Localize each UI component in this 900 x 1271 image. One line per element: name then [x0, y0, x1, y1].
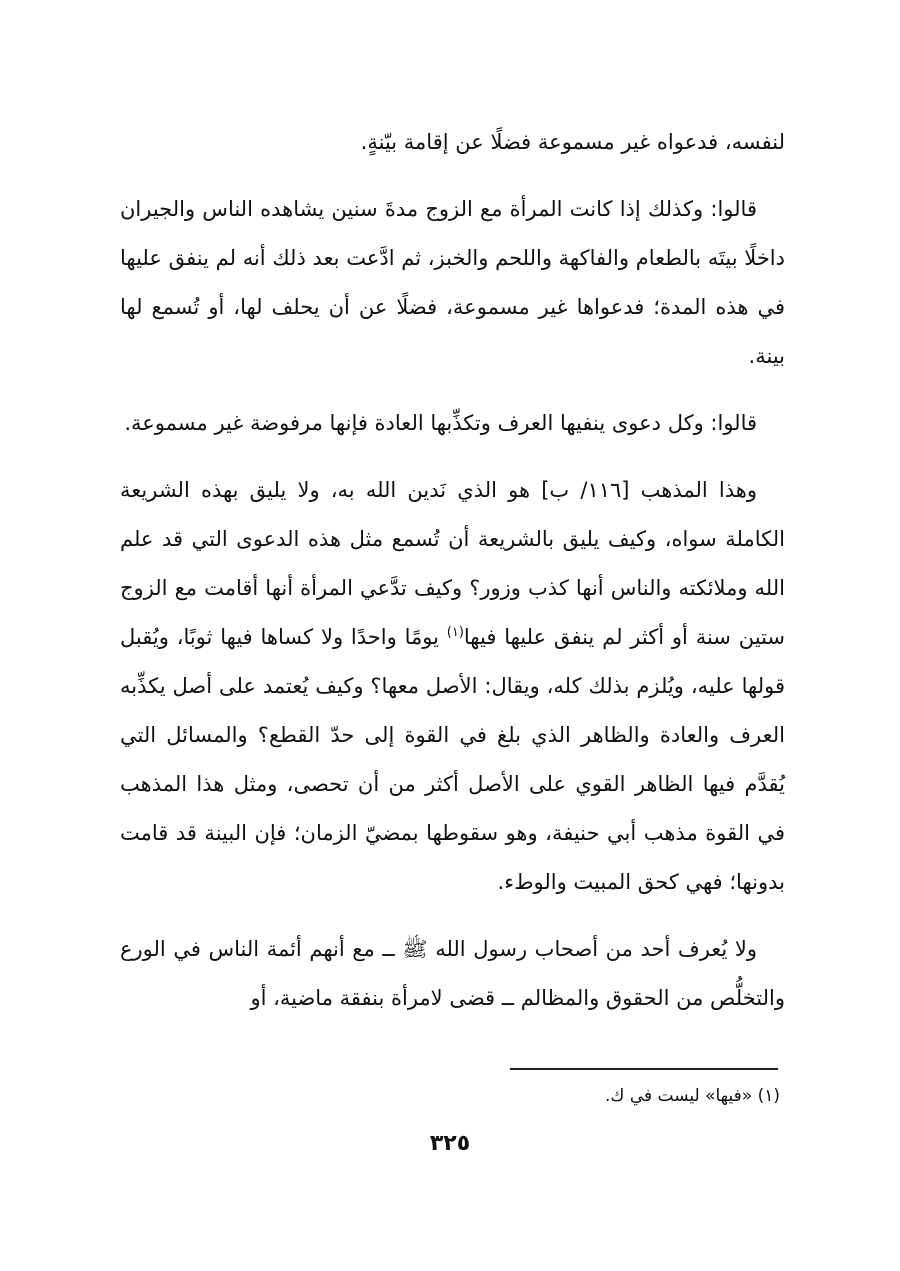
paragraph-4	[120, 466, 785, 907]
paragraph-4-part-2: يومًا واحدًا ولا كساها فيها ثوبًا، ويُقبل قولها عليه، ويُلزم بذلك كله، ويقال: الأصل معها؟ وكيف يُعتمد على أصل يكذِّبه العرف والعادة والظاهر الذي بلغ في القوة إلى حدّ القطع؟ والمسائل التي يُقدَّم فيها الظاهر القوي على الأصل أكثر من أن تحصى، ومثل هذا المذهب في القوة مذهب أبي حنيفة، وهو سقوطها بمضيّ الزمان؛ فإن البينة قد قامت بدونها؛ فهي كحق المبيت والوطء.	[120, 625, 785, 894]
paragraph-5: ولا يُعرف أحد من أصحاب رسول الله ﷺ ــ مع أنهم أئمة الناس في الورع والتخلُّص من الحقوق والمظالم ــ قضى لامرأة بنفقة ماضية، أو	[120, 937, 785, 1010]
paragraph-3: قالوا: وكل دعوى ينفيها العرف وتكذِّبها العادة فإنها مرفوضة غير مسموعة.	[124, 411, 757, 435]
page-body	[120, 118, 785, 1041]
paragraph-2: قالوا: وكذلك إذا كانت المرأة مع الزوج مدةَ سنين يشاهده الناس والجيران داخلًا بيتَه بالطعام والفاكهة واللحم والخبز، ثم ادَّعت بعد ذلك أنه لم ينفق عليها في هذه المدة؛ فدعواها غير مسموعة، فضلًا عن أن يحلف لها، أو تُسمع لها بينة.	[120, 197, 785, 368]
paragraph-1: لنفسه، فدعواه غير مسموعة فضلًا عن إقامة بيّنةٍ.	[360, 130, 785, 154]
footnote-divider	[510, 1068, 778, 1070]
footnote: (١) «فيها» ليست في ك.	[605, 1086, 780, 1106]
page-number: ٣٢٥	[429, 1131, 471, 1156]
footnote-reference[interactable]: (١)	[446, 625, 464, 640]
paragraph-4-part-1: وهذا المذهب [١١٦/ ب] هو الذي نَدين الله به، ولا يليق بهذه الشريعة الكاملة سواه، وكيف يليق بالشريعة أن تُسمع مثل هذه الدعوى التي قد علم الله وملائكته والناس أنها كذب وزور؟ وكيف تدَّعي المرأة أنها أقامت مع الزوج ستين سنة أو أكثر لم ينفق عليها فيها	[120, 478, 785, 649]
